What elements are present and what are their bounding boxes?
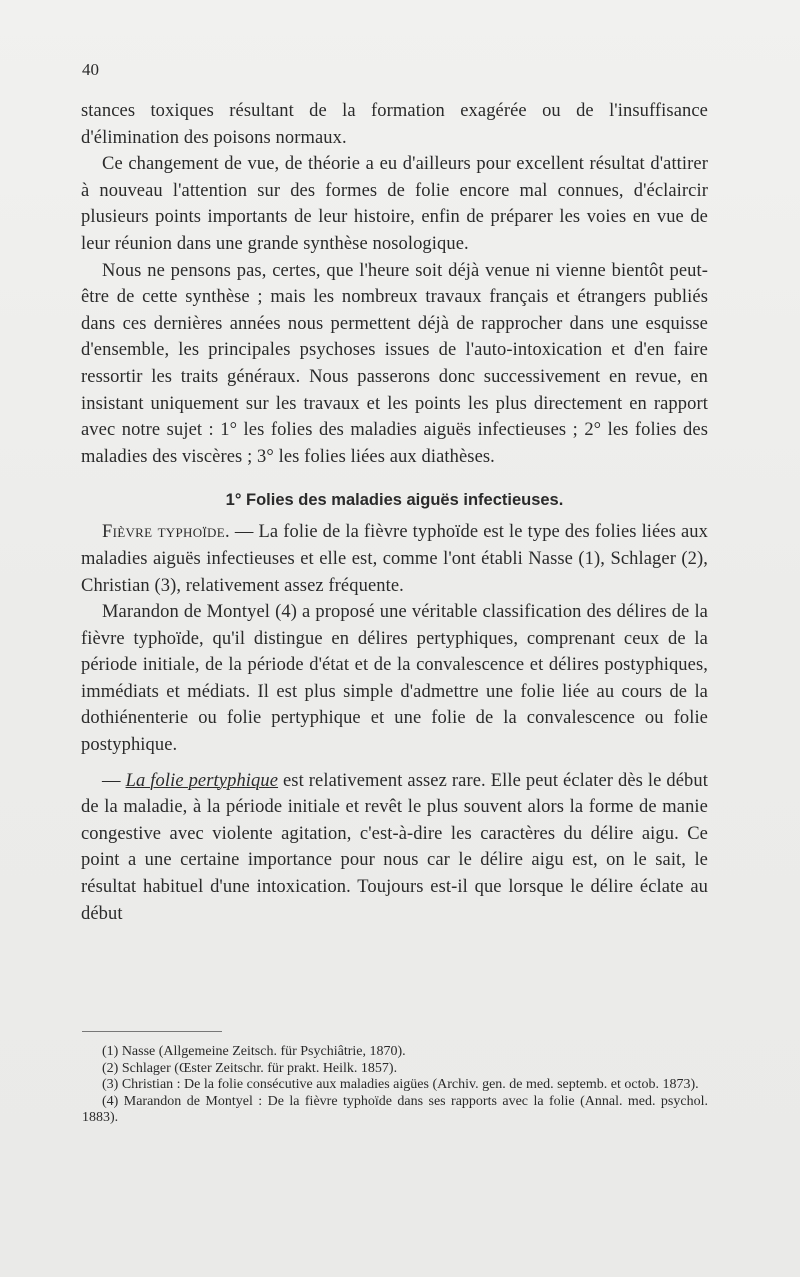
paragraph-1: Ce changement de vue, de théorie a eu d'ailleurs pour excellent résultat d'attirer à nouveau l'attention sur des formes de folie encore mal connues, d'éclaircir plusieurs points importants de leur histoire, enfin de préparer les voies en vue de leur réunion dans une grande synthèse nosologique. (81, 154, 708, 254)
paragraph-4: Marandon de Montyel (4) a proposé une véritable classification des délires de la fièvre typhoïde, qu'il distingue en délires pertyphiques, comprenant ceux de la période initiale, de la période d'état et de la convalescence et délires postyphiques, immédiats et médiats. Il est plus simple d'admettre une folie liée au cours de la dothiénenterie ou folie pertyphique et une folie de la convalescence ou folie postyphique. (81, 602, 708, 756)
paragraph-5 (81, 768, 708, 928)
paragraph-spacer (81, 759, 708, 768)
section-heading: 1° Folies des maladies aiguës infectieuses. (225, 491, 564, 510)
paragraph-2: Nous ne pensons pas, certes, que l'heure soit déjà venue ni vienne bientôt peut-être de cette synthèse ; mais les nombreux travaux français et étrangers publiés dans ces dernières années nous permettent déjà de rapprocher dans une esquisse d'ensemble, les principales psychoses issues de l'auto-intoxication et d'en faire ressortir les traits généraux. Nous passerons donc successivement en revue, en insistant uniquement sur les travaux et les points les plus directement en rapport avec notre sujet : 1° les folies des maladies aiguës infectieuses ; 2° les folies des maladies des viscères ; 3° les folies liées aux diathèses. (81, 260, 708, 467)
footnote-4: (4) Marandon de Montyel : De la fièvre typhoïde dans ses rapports avec la folie (Annal. med. psychol. 1883). (82, 1093, 708, 1126)
paragraph-continuation: stances toxiques résultant de la formation exagérée ou de l'insuffisance d'élimination des poisons normaux. (81, 101, 708, 148)
paragraph-5-lead: La folie pertyphique (125, 770, 279, 791)
paragraph-5-text: est relativement assez rare. Elle peut éclater dès le début de la maladie, à la période initiale et revêt le plus souvent alors la forme de manie congestive avec violente agitation, c'est-à-dire les caractères du délire aigu. Ce point a une certaine importance pour nous car le délire aigu est, on le sait, le résultat habituel d'une intoxication. Toujours est-il que lorsque le délire éclate au début (81, 770, 708, 924)
page-number: 40 (82, 60, 99, 79)
footnote-divider (82, 1031, 222, 1032)
body-text (81, 98, 708, 927)
footnote-3: (3) Christian : De la folie consécutive aux maladies aigües (Archiv. gen. de med. septemb. et octob. 1873). (102, 1077, 699, 1093)
footnote-2: (2) Schlager (Œster Zeitschr. für prakt. Heilk. 1857). (102, 1060, 398, 1076)
footnotes (82, 1044, 708, 1127)
paragraph-5-dash: — (102, 770, 126, 791)
paragraph-3 (81, 519, 708, 599)
footnote-1: (1) Nasse (Allgemeine Zeitsch. für Psychiâtrie, 1870). (102, 1044, 406, 1059)
paragraph-3-text: — La folie de la fièvre typhoïde est le type des folies liées aux maladies aiguës infectieuses et elle est, comme l'ont établi Nasse (1), Schlager (2), Christian (3), relativement assez fréquente. (81, 522, 708, 596)
paragraph-3-lead: Fièvre typhoïde. (102, 522, 230, 543)
